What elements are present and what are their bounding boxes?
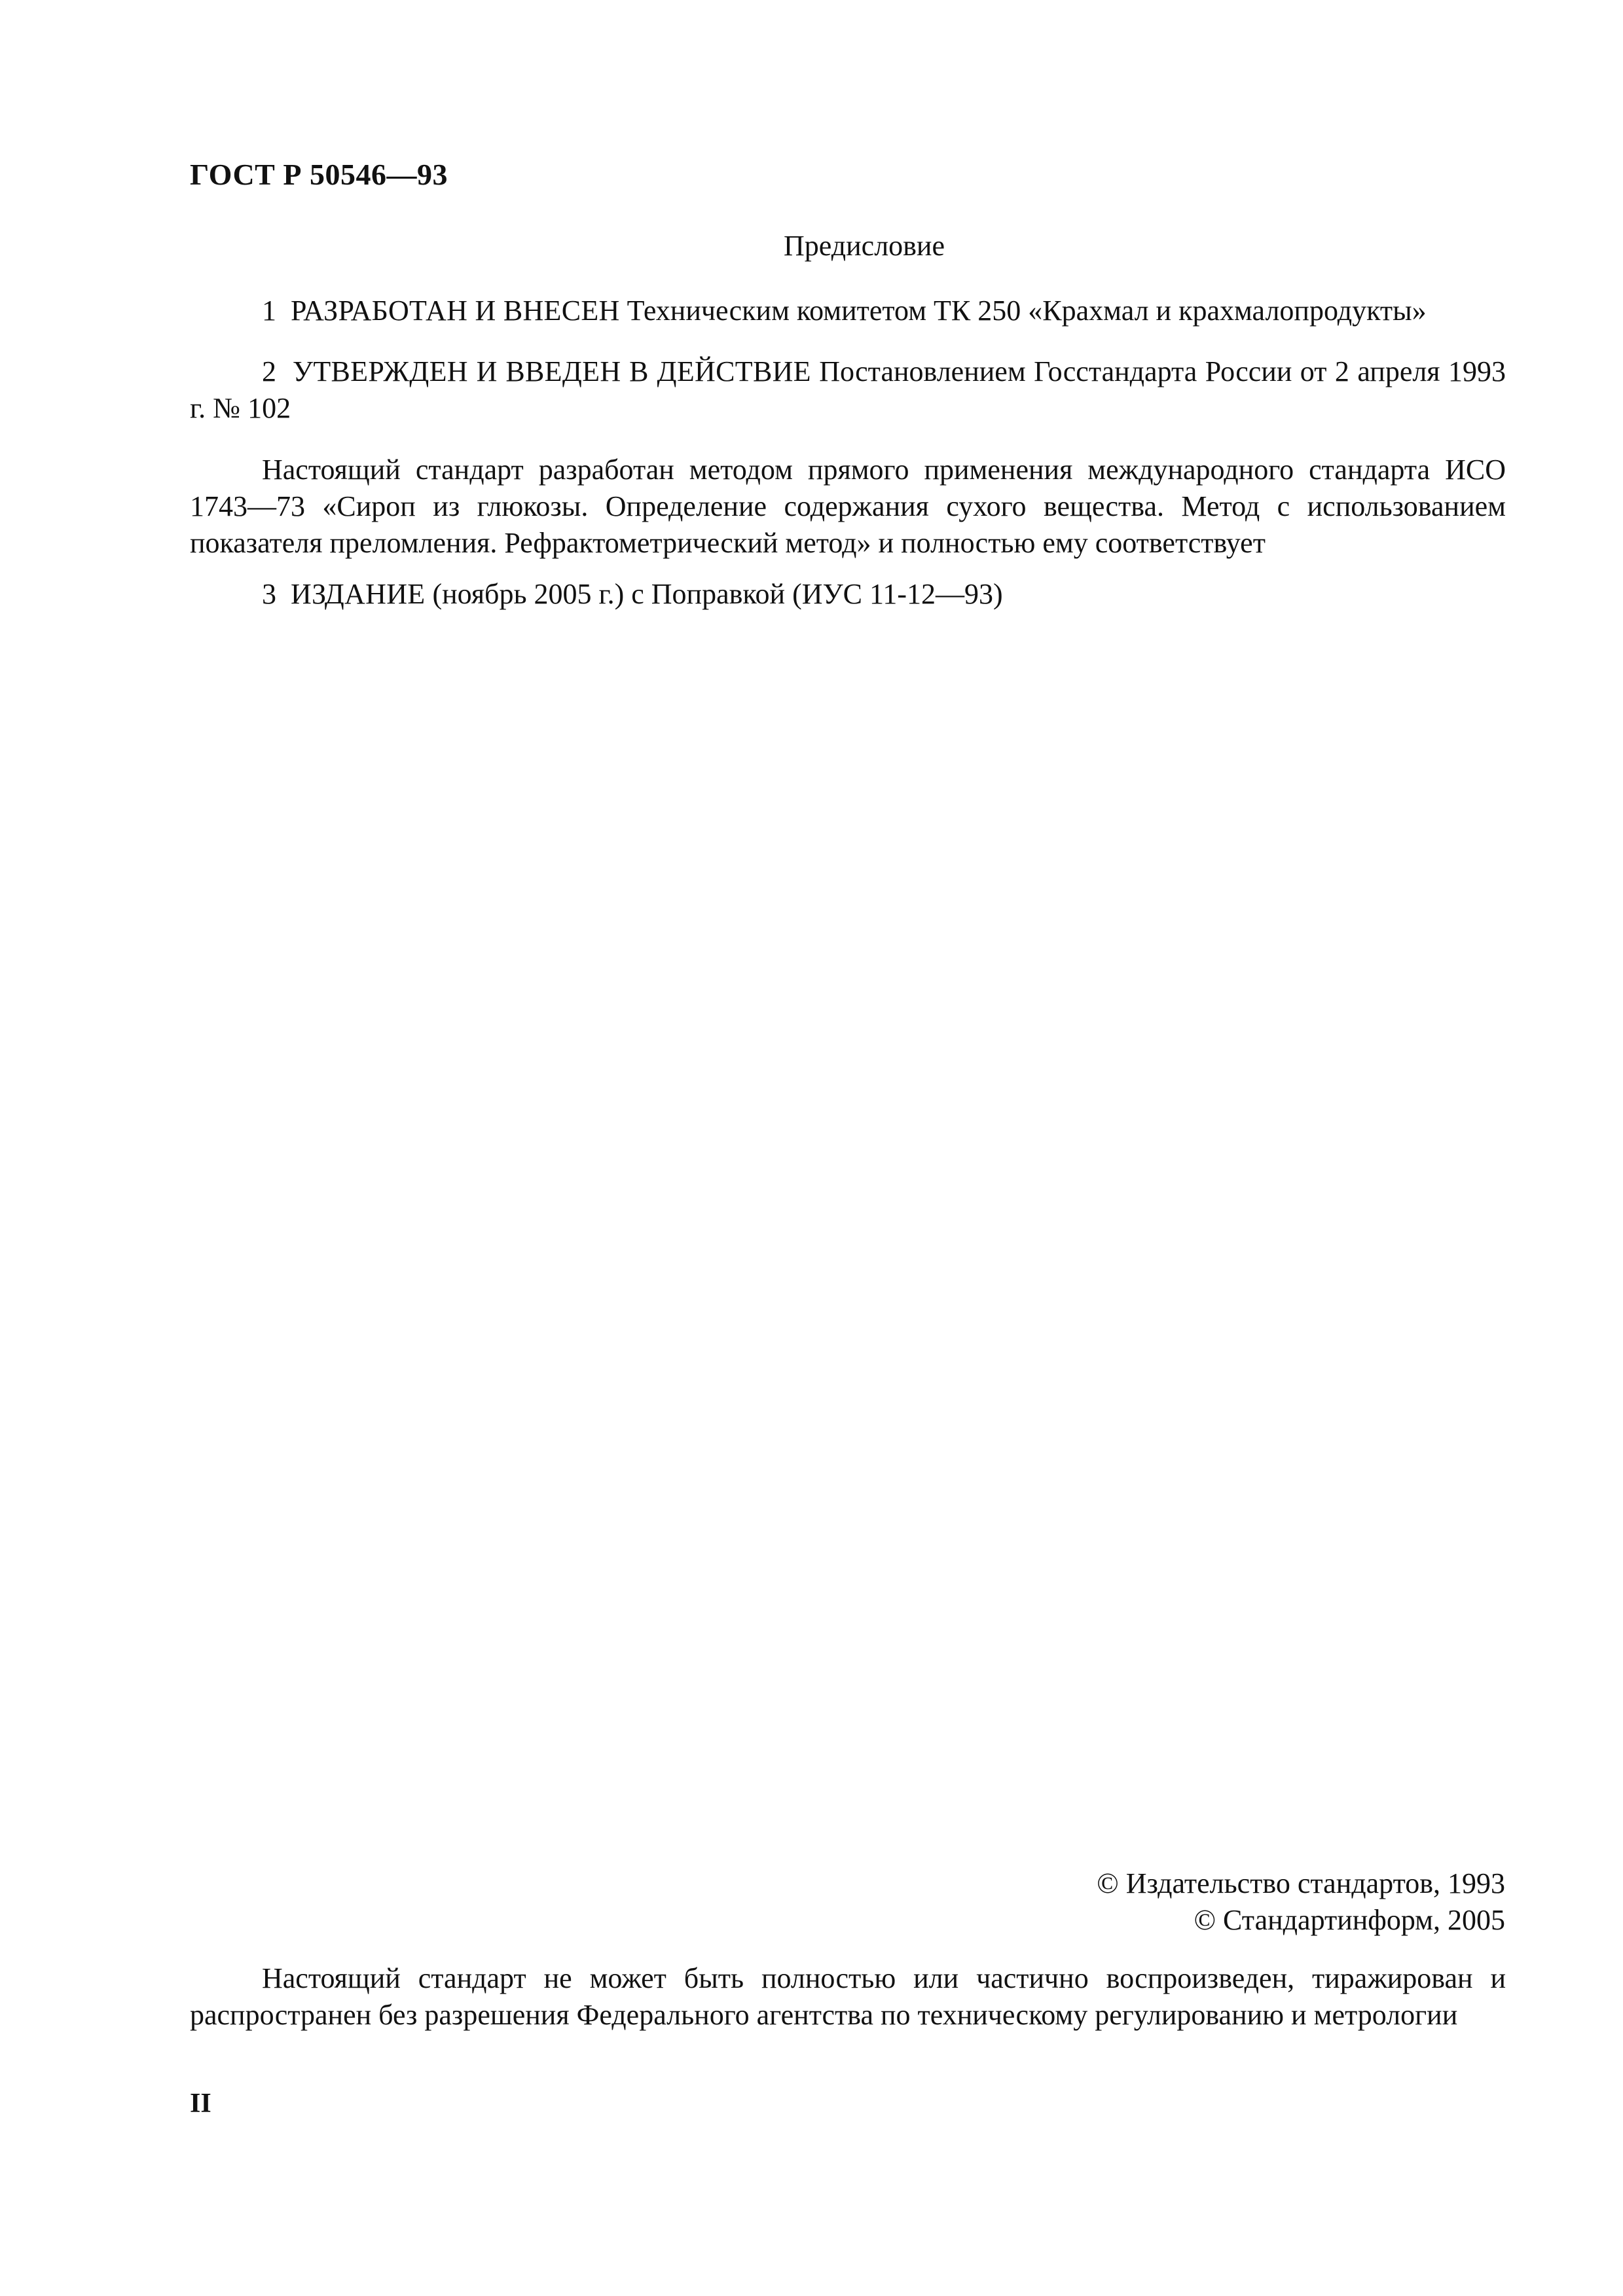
- reproduction-notice: Настоящий стандарт не может быть полностью или частично воспроизведен, тиражирован и распространен без разрешения Федерального агентства по техническому регулированию и метрологии: [190, 1962, 1506, 2031]
- item-text: Постановлением Госстандарта России от 2 апреля 1993 г. № 102: [190, 355, 1506, 424]
- iso-note: Настоящий стандарт разработан методом прямого применения международного стандарта ИСО 1743—73 «Сироп из глюкозы. Определение содержания сухого вещества. Метод с использованием показателя преломления. Рефрактометрический метод» и полностью ему соответствует: [190, 454, 1506, 559]
- item-approved: [190, 353, 1506, 427]
- item-number: 2: [262, 355, 276, 387]
- copyright-publisher: © Издательство стандартов, 1993: [1097, 1867, 1505, 1899]
- item-edition: [190, 576, 1506, 613]
- item-caps: УТВЕРЖДЕН И ВВЕДЕН В ДЕЙСТВИЕ: [292, 355, 811, 387]
- item-text: Техническим комитетом ТК 250 «Крахмал и крахмалопродукты»: [627, 295, 1427, 327]
- item-caps: РАЗРАБОТАН И ВНЕСЕН: [291, 295, 620, 327]
- page-number: II: [190, 2089, 211, 2119]
- section-title: Предисловие: [784, 230, 945, 262]
- copyright-standartinform: © Стандартинформ, 2005: [1194, 1904, 1505, 1936]
- item-developed: [190, 293, 1506, 329]
- item-number: 3: [262, 578, 276, 610]
- item-caps: ИЗДАНИЕ: [291, 578, 426, 610]
- item-number: 1: [262, 295, 276, 327]
- standard-code: ГОСТ Р 50546—93: [190, 158, 448, 191]
- item-text: (ноябрь 2005 г.) с Поправкой (ИУС 11-12—93): [432, 578, 1003, 610]
